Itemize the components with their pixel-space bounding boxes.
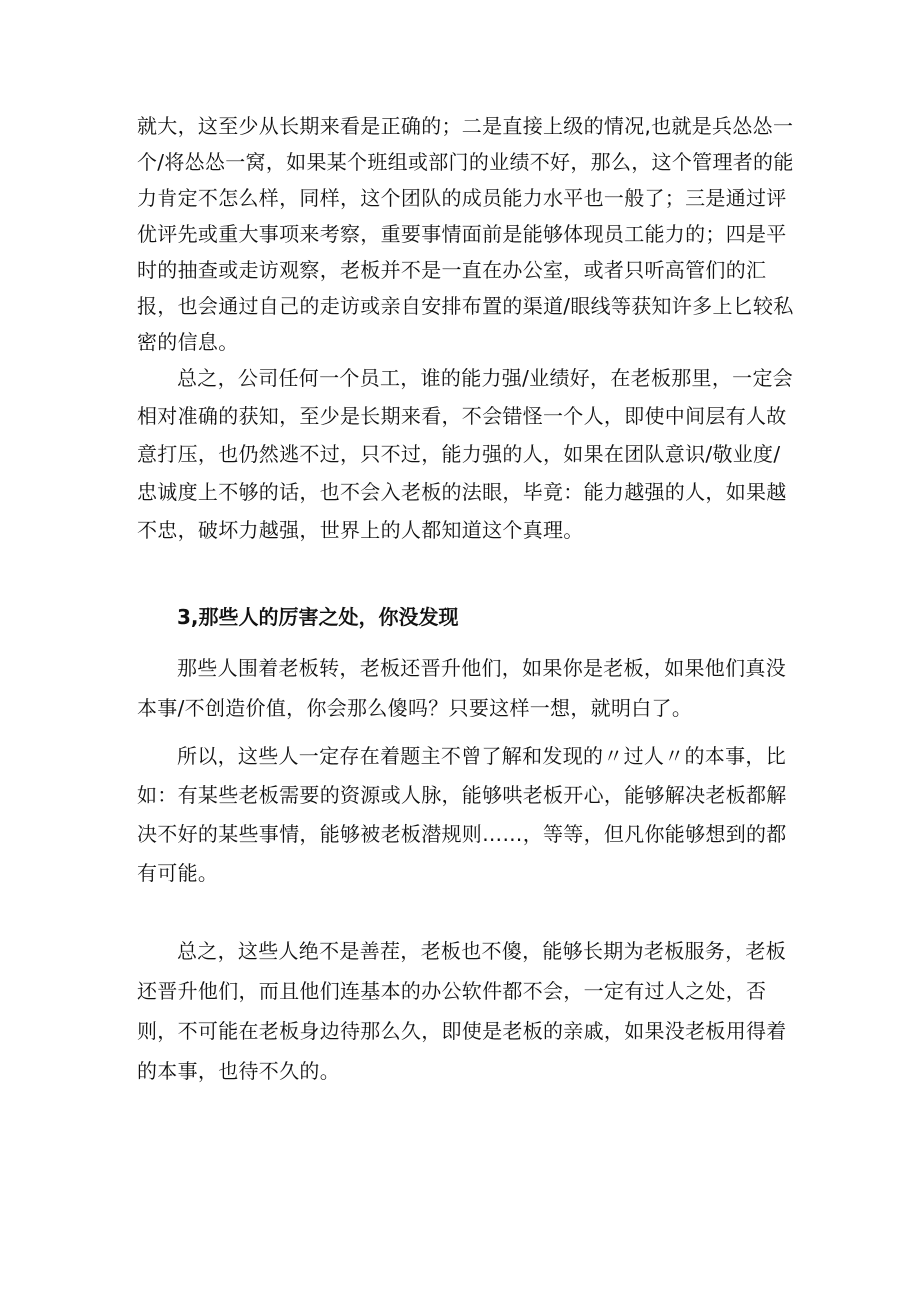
paragraph-3: 那些人围着老板转，老板还晋升他们，如果你是老板，如果他们真没本事/不创造价值，你会那么傻吗？只要这样一想，就明白了。 <box>137 656 786 720</box>
paragraph-5: 总之，这些人绝不是善茬，老板也不傻，能够长期为老板服务，老板还晋升他们，而且他们连基本的办公软件都不会，一定有过人之处，否则，不可能在老板身边待那么久，即使是老板的亲戚，如果没老板用得着的本事，也待不久的。 <box>137 939 787 1083</box>
paragraph-4: 所以，这些人一定存在着题主不曾了解和发现的〃过人〃的本事，比如：有某些老板需要的资源或人脉，能够哄老板开心，能够解决老板都解决不好的某些事情，能够被老板潜规则……，等等，但凡你能够想到的都有可能。 <box>137 744 787 885</box>
paragraph-2: 总之，公司任何一个员工，谁的能力强/业绩好，在老板那里，一定会相对准确的获知，至少是长期来看，不会错怪一个人，即使中间层有人故意打压，也仍然逃不过，只不过，能力强的人，如果在团队意识/敬业度/忠诚度上不够的话，也不会入老板的法眼，毕竟：能力越强的人，如果越不忠，破坏力越强，世界上的人都知道这个真理。 <box>137 366 794 542</box>
section-heading: 3,那些人的厉害之处，你没发现 <box>177 605 459 629</box>
paragraph-1: 就大，这至少从长期来看是正确的；二是直接上级的情况,也就是兵怂怂一个/将怂怂一窝，如果某个班组或部门的业绩不好，那么，这个管理者的能力肯定不怎么样，同样，这个团队的成员能力水平也一般了；三是通过评优评先或重大事项来考察，重要事情面前是能够体现员工能力的；四是平时的抽查或走访观察，老板并不是一直在办公室，或者只听高管们的汇报，也会通过自己的走访或亲自安排布置的渠道/眼线等获知许多上匕较私密的信息。 <box>137 114 794 354</box>
